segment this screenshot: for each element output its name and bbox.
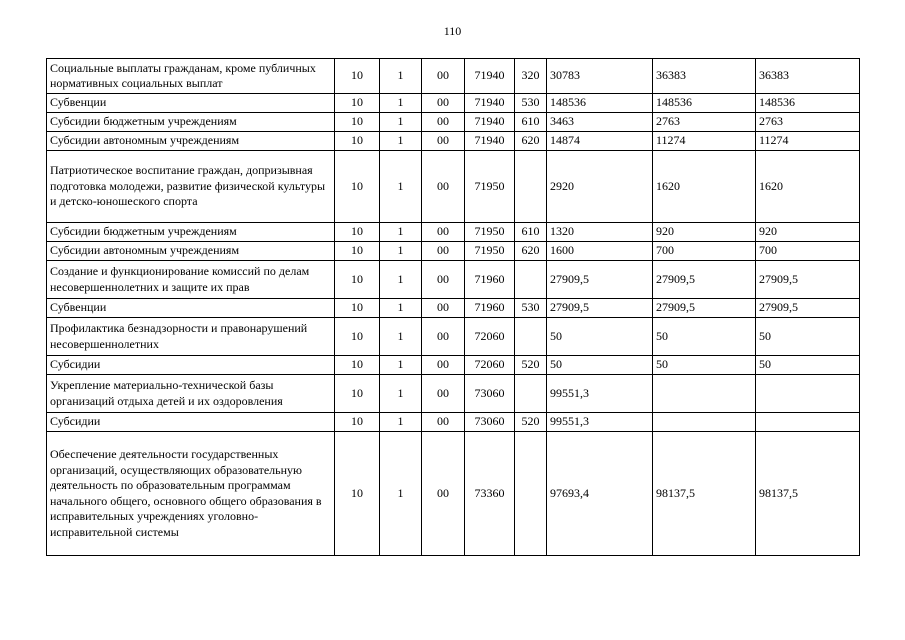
amount-year-3: 50 — [756, 318, 860, 356]
amount-year-2: 36383 — [653, 59, 756, 94]
section-code: 10 — [335, 242, 380, 261]
row-name: Создание и функционирование комиссий по делам несовершеннолетних и защите их прав — [47, 261, 335, 299]
table-row — [47, 59, 860, 94]
program-code: 00 — [422, 132, 465, 151]
amount-year-3: 1620 — [756, 151, 860, 223]
amount-year-1: 14874 — [547, 132, 653, 151]
budget-table — [46, 58, 860, 556]
row-name: Субсидии автономным учреждениям — [47, 132, 335, 151]
amount-year-2: 98137,5 — [653, 432, 756, 556]
subsection-code: 1 — [380, 413, 422, 432]
program-code: 00 — [422, 59, 465, 94]
program-code: 00 — [422, 356, 465, 375]
row-name: Субвенции — [47, 94, 335, 113]
target-code: 73360 — [465, 432, 515, 556]
amount-year-2: 920 — [653, 223, 756, 242]
amount-year-2: 50 — [653, 318, 756, 356]
program-code: 00 — [422, 432, 465, 556]
expense-type-code — [515, 318, 547, 356]
program-code: 00 — [422, 242, 465, 261]
amount-year-2: 700 — [653, 242, 756, 261]
amount-year-3 — [756, 375, 860, 413]
section-code: 10 — [335, 356, 380, 375]
expense-type-code — [515, 261, 547, 299]
section-code: 10 — [335, 223, 380, 242]
section-code: 10 — [335, 113, 380, 132]
row-name: Субсидии — [47, 413, 335, 432]
section-code: 10 — [335, 261, 380, 299]
row-name: Субвенции — [47, 299, 335, 318]
table-row — [47, 94, 860, 113]
expense-type-code: 530 — [515, 94, 547, 113]
amount-year-3: 50 — [756, 356, 860, 375]
subsection-code: 1 — [380, 151, 422, 223]
subsection-code: 1 — [380, 432, 422, 556]
section-code: 10 — [335, 432, 380, 556]
program-code: 00 — [422, 299, 465, 318]
row-name: Патриотическое воспитание граждан, допризывная подготовка молодежи, развитие физической культуры и детско-юношеского спорта — [47, 151, 335, 223]
subsection-code: 1 — [380, 59, 422, 94]
row-name: Укрепление материально-технической базы организаций отдыха детей и их оздоровления — [47, 375, 335, 413]
subsection-code: 1 — [380, 318, 422, 356]
subsection-code: 1 — [380, 223, 422, 242]
amount-year-1: 50 — [547, 318, 653, 356]
section-code: 10 — [335, 151, 380, 223]
table-row — [47, 375, 860, 413]
row-name: Обеспечение деятельности государственных организаций, осуществляющих образовательную деятельность по образовательным программам начального общего, основного общего образования в исправительных учреждениях уголовно-исправительной системы — [47, 432, 335, 556]
target-code: 71940 — [465, 132, 515, 151]
amount-year-3: 148536 — [756, 94, 860, 113]
target-code: 71940 — [465, 113, 515, 132]
amount-year-1: 27909,5 — [547, 299, 653, 318]
amount-year-1: 2920 — [547, 151, 653, 223]
program-code: 00 — [422, 151, 465, 223]
program-code: 00 — [422, 261, 465, 299]
table-row — [47, 132, 860, 151]
amount-year-3: 2763 — [756, 113, 860, 132]
target-code: 73060 — [465, 375, 515, 413]
subsection-code: 1 — [380, 375, 422, 413]
amount-year-2: 27909,5 — [653, 299, 756, 318]
expense-type-code — [515, 432, 547, 556]
target-code: 71950 — [465, 242, 515, 261]
amount-year-1: 30783 — [547, 59, 653, 94]
expense-type-code: 520 — [515, 356, 547, 375]
expense-type-code: 620 — [515, 132, 547, 151]
section-code: 10 — [335, 132, 380, 151]
expense-type-code: 520 — [515, 413, 547, 432]
amount-year-1: 99551,3 — [547, 413, 653, 432]
subsection-code: 1 — [380, 242, 422, 261]
expense-type-code — [515, 375, 547, 413]
table-row — [47, 223, 860, 242]
expense-type-code — [515, 151, 547, 223]
target-code: 71960 — [465, 299, 515, 318]
table-row — [47, 113, 860, 132]
amount-year-2: 27909,5 — [653, 261, 756, 299]
program-code: 00 — [422, 113, 465, 132]
target-code: 71950 — [465, 151, 515, 223]
amount-year-3: 920 — [756, 223, 860, 242]
table-row — [47, 151, 860, 223]
amount-year-2: 2763 — [653, 113, 756, 132]
amount-year-2 — [653, 413, 756, 432]
table-row — [47, 356, 860, 375]
target-code: 72060 — [465, 318, 515, 356]
section-code: 10 — [335, 299, 380, 318]
program-code: 00 — [422, 223, 465, 242]
program-code: 00 — [422, 318, 465, 356]
row-name: Субсидии — [47, 356, 335, 375]
target-code: 72060 — [465, 356, 515, 375]
expense-type-code: 610 — [515, 113, 547, 132]
target-code: 71940 — [465, 94, 515, 113]
amount-year-3: 36383 — [756, 59, 860, 94]
amount-year-3: 27909,5 — [756, 261, 860, 299]
subsection-code: 1 — [380, 261, 422, 299]
expense-type-code: 320 — [515, 59, 547, 94]
amount-year-2: 50 — [653, 356, 756, 375]
program-code: 00 — [422, 94, 465, 113]
program-code: 00 — [422, 375, 465, 413]
section-code: 10 — [335, 375, 380, 413]
subsection-code: 1 — [380, 113, 422, 132]
amount-year-3: 27909,5 — [756, 299, 860, 318]
row-name: Субсидии бюджетным учреждениям — [47, 223, 335, 242]
amount-year-1: 27909,5 — [547, 261, 653, 299]
row-name: Профилактика безнадзорности и правонарушений несовершеннолетних — [47, 318, 335, 356]
amount-year-1: 99551,3 — [547, 375, 653, 413]
row-name: Субсидии автономным учреждениям — [47, 242, 335, 261]
section-code: 10 — [335, 413, 380, 432]
table-row — [47, 242, 860, 261]
amount-year-2: 1620 — [653, 151, 756, 223]
amount-year-3 — [756, 413, 860, 432]
amount-year-2: 148536 — [653, 94, 756, 113]
amount-year-3: 11274 — [756, 132, 860, 151]
subsection-code: 1 — [380, 94, 422, 113]
amount-year-3: 700 — [756, 242, 860, 261]
amount-year-1: 3463 — [547, 113, 653, 132]
amount-year-1: 1600 — [547, 242, 653, 261]
expense-type-code: 610 — [515, 223, 547, 242]
table-row — [47, 318, 860, 356]
amount-year-3: 98137,5 — [756, 432, 860, 556]
table-row — [47, 299, 860, 318]
subsection-code: 1 — [380, 132, 422, 151]
target-code: 71950 — [465, 223, 515, 242]
target-code: 71940 — [465, 59, 515, 94]
expense-type-code: 620 — [515, 242, 547, 261]
amount-year-2: 11274 — [653, 132, 756, 151]
page-number: 110 — [443, 24, 462, 38]
subsection-code: 1 — [380, 356, 422, 375]
row-name: Субсидии бюджетным учреждениям — [47, 113, 335, 132]
amount-year-1: 50 — [547, 356, 653, 375]
amount-year-2 — [653, 375, 756, 413]
amount-year-1: 1320 — [547, 223, 653, 242]
row-name: Социальные выплаты гражданам, кроме публичных нормативных социальных выплат — [47, 59, 335, 94]
table-row — [47, 261, 860, 299]
section-code: 10 — [335, 318, 380, 356]
section-code: 10 — [335, 59, 380, 94]
table-row — [47, 413, 860, 432]
target-code: 71960 — [465, 261, 515, 299]
amount-year-1: 97693,4 — [547, 432, 653, 556]
subsection-code: 1 — [380, 299, 422, 318]
expense-type-code: 530 — [515, 299, 547, 318]
program-code: 00 — [422, 413, 465, 432]
target-code: 73060 — [465, 413, 515, 432]
section-code: 10 — [335, 94, 380, 113]
table-row — [47, 432, 860, 556]
amount-year-1: 148536 — [547, 94, 653, 113]
